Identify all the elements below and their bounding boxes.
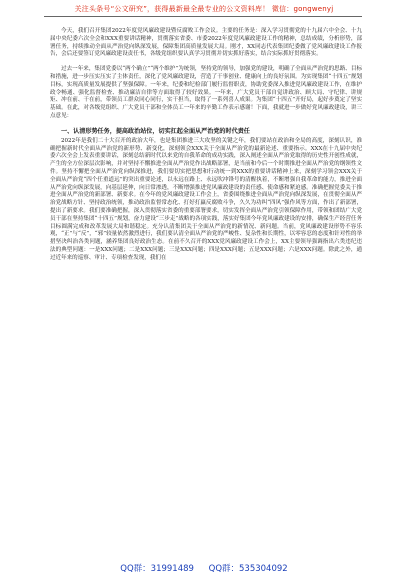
footer-contact xyxy=(0,562,408,574)
paragraph-gap xyxy=(50,121,362,128)
qq-group-2: QQ群：535304092 xyxy=(208,564,288,574)
top-banner: 关注头条号“公文研究”，获得最新最全最专业的公文资料库！ 微信：gongwenyj xyxy=(74,5,334,13)
section-heading: 一、认清形势任务，提高政治站位，切实扛起全面从严治党的时代责任 xyxy=(61,127,250,135)
intro-paragraph-1: 今天，我们召开集团2022年度党风廉政建设暨反腐败工作会议。主要的任务是：深入学习贯彻党的十九届六中全会、十九届中央纪委六次全会和XXX重要讲话精神，贯彻落实省委、市委2022年度党风廉政建设工作的精神，总结成绩，分析形势，部署任务，持续推动全面从严治党向纵深发展，保障集团高质量发展大局。刚才，XX同志代表集团纪委做了党风廉政建设工作报告，会后还要签订党风廉政建设责任书，各级党组织要认真学习贯彻并切实抓好落实，结合实际抓好贯彻落实。 xyxy=(50,28,362,58)
document-body xyxy=(50,28,362,263)
qq-group-1: QQ群：31991489 xyxy=(120,564,194,574)
banner-divider xyxy=(44,16,362,17)
intro-paragraph-2: 过去一年来，集团党委以“两个确立”“两个维护”为统领，坚持党的领导，加强党的建设，明确了全面从严治党的思路、目标和措施，进一步压实压实了主体责任，深化了党风廉政建设，营造了干事创业、健康向上的良好氛围。为实现集团“十四五”规划目标，实现高质量发展提供了坚强保障。一年来，纪委和纪检部门履行监督职责，协助党委深入推进党风廉政建设工作，在维护政令畅通、强化监督检查、推动廉洁自律等方面取得了较好效果。一年来，广大党员干部自觉讲政治、顾大局、守纪律、讲规矩、冲在前、干在前，带领员工群众同心同行，实干担当，取得了一系列喜人成果。为集团“十四五”开好局，起好步奠定了坚实基础。在此，对各级党组织、广大党员干部和全体员工一年来的辛勤工作表示感谢！下面，我就进一步做好党风廉政建设，讲三点意见： xyxy=(50,66,362,119)
body-paragraph-1: 2022年是我们二十大召开的政治大年，也是集团推进三大攻坚的关键之年，我们要站在政治和全局的高度，深刻认识，准确把握新时代全面从严治党的新形势、新变化，深刻领会XXX关于全面从严治党的最新论述、重要指示。XXX在十九届中央纪委六次全会上发表重要讲话，深刻总结新时代以来党的自我革命的成功实践，深入阐述全面从严治党取得的历史性开创性成就，产生的全方位深层次影响，并对坚持不懈推进全面从严治党作出战略部署，是当前和今后一个时期推进全面从严治党的纲领性文件。坚持不懈把全面从严治党向纵深推进，我们要切实把思想和行动统一到XXX的重要讲话精神上来，深刻学习领会XXX关于全面从严治党“四个任重道远”的突出重要论述，以永远在路上、永远吹冲锋号的清醒执着，不断增强自我革命的能力，推进全面从严治党向纵深发展，向基层延伸，向日常渗透，不断增强推进党风廉政建设的责任感、使命感和紧迫感。准确把握党委关于推进全面从严治党的新部署、新要求。在今年的党风廉政建设工作会上，省委围绕推进全面从严治党向纵深发展，在贯彻全面从严治党战略方针、坚持政治统领，推动政治监督常态化、打好打赢反腐败斗争，久久为功纠“四风”强作风等方面，作出了新部署，提出了新要求。我们要准确把握，深入贯彻落实省委的重要部署要求，切实发挥全面从严治党引领保障作用，带领和团结广大党员干部在坚持集团“十四五”规划，奋力建设“三步走”战略的各项实践，落实好集团今年党风廉政建设的安排，确保生产经营任务目标圆满完成和改革发展大局和谐稳定。充分认清集团关于全面从严治党的新情况、新问题。当前，党风廉政建设形势不容乐观，“正”与“反”，“邪”较量依然激烈进行，我们要认清全面从严治党的严峻性、复杂性和长期性，以零容忍的态度和针对性的举措坚决纠治各类问题，涵养集团良好政治生态。在前不久召开的XXX党风廉政建设工作会上，XX主要领导强调指出六类违纪违法的典型问题：一是XXX问题；二是XXX问题；三是XXX问题；四是XXX问题；五是XXX问题；六是XXX问题。除此之外，通过近年来的巡察、审计、专项检查发现，我们在 xyxy=(50,137,362,261)
